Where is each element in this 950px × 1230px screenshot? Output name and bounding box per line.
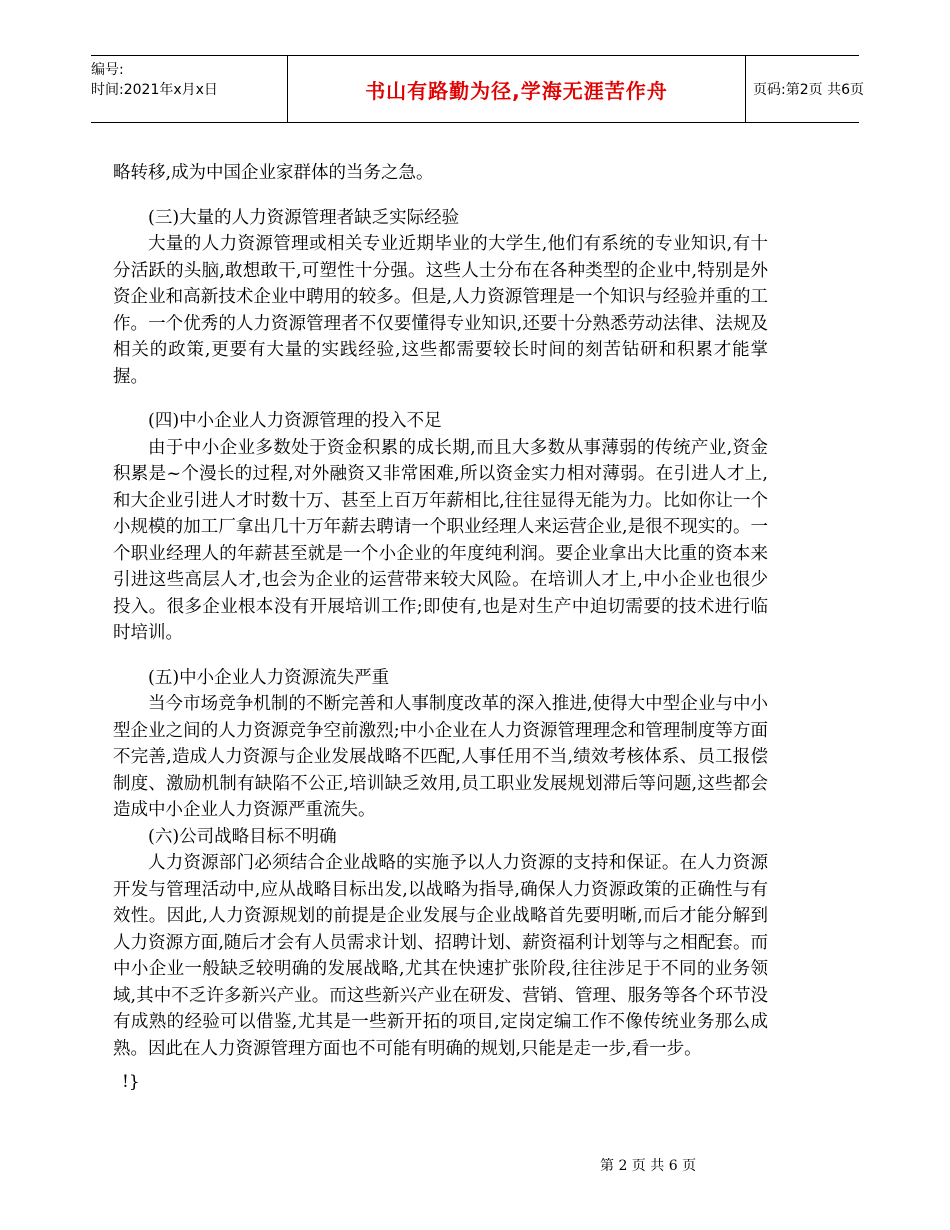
section-heading-4: (四)中小企业人力资源管理的投入不足 xyxy=(148,411,442,431)
page-header xyxy=(91,55,864,123)
page-footer: 第 2 页 共 6 页 xyxy=(600,1158,697,1174)
section-heading-5: (五)中小企业人力资源流失严重 xyxy=(148,667,390,688)
lead-paragraph: 略转移,成为中国企业家群体的当务之急。 xyxy=(113,163,434,183)
section-heading-6: (六)公司战略目标不明确 xyxy=(148,826,337,847)
document-body xyxy=(113,160,768,1062)
end-mark: !} xyxy=(122,1072,140,1092)
time-label: 时间:2021年x月x日 xyxy=(91,82,218,98)
section-text-3: 大量的人力资源管理或相关专业近期毕业的大学生,他们有系统的专业知识,有十分活跃的头脑,敢想敢干,可塑性十分强。这些人士分布在各种类型的企业中,特别是外资企业和高新技术企业中聘用的较多。但是,人力资源管理是一个知识与经验并重的工作。一个优秀的人力资源管理者不仅要懂得专业知识,还要十分熟悉劳动法律、法规及相关的政策,更要有大量的实践经验,这些都需要较长时间的刻苦钻研和积累才能掌握。 xyxy=(113,234,768,387)
number-label: 编号: xyxy=(91,62,124,78)
section-heading-3: (三)大量的人力资源管理者缺乏实际经验 xyxy=(148,207,460,228)
section-text-6: 人力资源部门必须结合企业战略的实施予以人力资源的支持和保证。在人力资源开发与管理活动中,应从战略目标出发,以战略为指导,确保人力资源政策的正确性与有效性。因此,人力资源规划的前提是企业发展与企业战略首先要明晰,而后才能分解到人力资源方面,随后才会有人员需求计划、招聘计划、薪资福利计划等与之相配套。而中小企业一般缺乏较明确的发展战略,尤其在快速扩张阶段,往往涉足于不同的业务领域,其中不乏许多新兴产业。而这些新兴产业在研发、营销、管理、服务等各个环节没有成熟的经验可以借鉴,尤其是一些新开拓的项目,定岗定编工作不像传统业务那么成熟。因此在人力资源管理方面也不可能有明确的规划,只能是走一步,看一步。 xyxy=(113,853,768,1059)
header-meta xyxy=(91,56,287,126)
section-text-5: 当今市场竞争机制的不断完善和人事制度改革的深入推进,使得大中型企业与中小型企业之间的人力资源竞争空前激烈;中小企业在人力资源管理理念和管理制度等方面不完善,造成人力资源与企业发展战略不匹配,人事任用不当,绩效考核体系、员工报偿制度、激励机制有缺陷不公正,培训缺乏效用,员工职业发展规划滞后等问题,这些都会造成中小企业人力资源严重流失。 xyxy=(113,694,768,820)
header-page-info: 页码:第2页 共6页 xyxy=(753,82,864,98)
header-motto: 书山有路勤为径,学海无涯苦作舟 xyxy=(287,56,746,122)
section-text-4: 由于中小企业多数处于资金积累的成长期,而且大多数从事薄弱的传统产业,资金积累是~个漫长的过程,对外融资又非常困难,所以资金实力相对薄弱。在引进人才上,和大企业引进人才时数十万、甚至上百万年薪相比,往往显得无能为力。比如你让一个小规模的加工厂拿出几十万年薪去聘请一个职业经理人来运营企业,是很不现实的。一个职业经理人的年薪甚至就是一个小企业的年度纯利润。要企业拿出大比重的资本来引进这些高层人才,也会为企业的运营带来较大风险。在培训人才上,中小企业也很少投入。很多企业根本没有开展培训工作;即使有,也是对生产中迫切需要的技术进行临时培训。 xyxy=(113,437,768,643)
